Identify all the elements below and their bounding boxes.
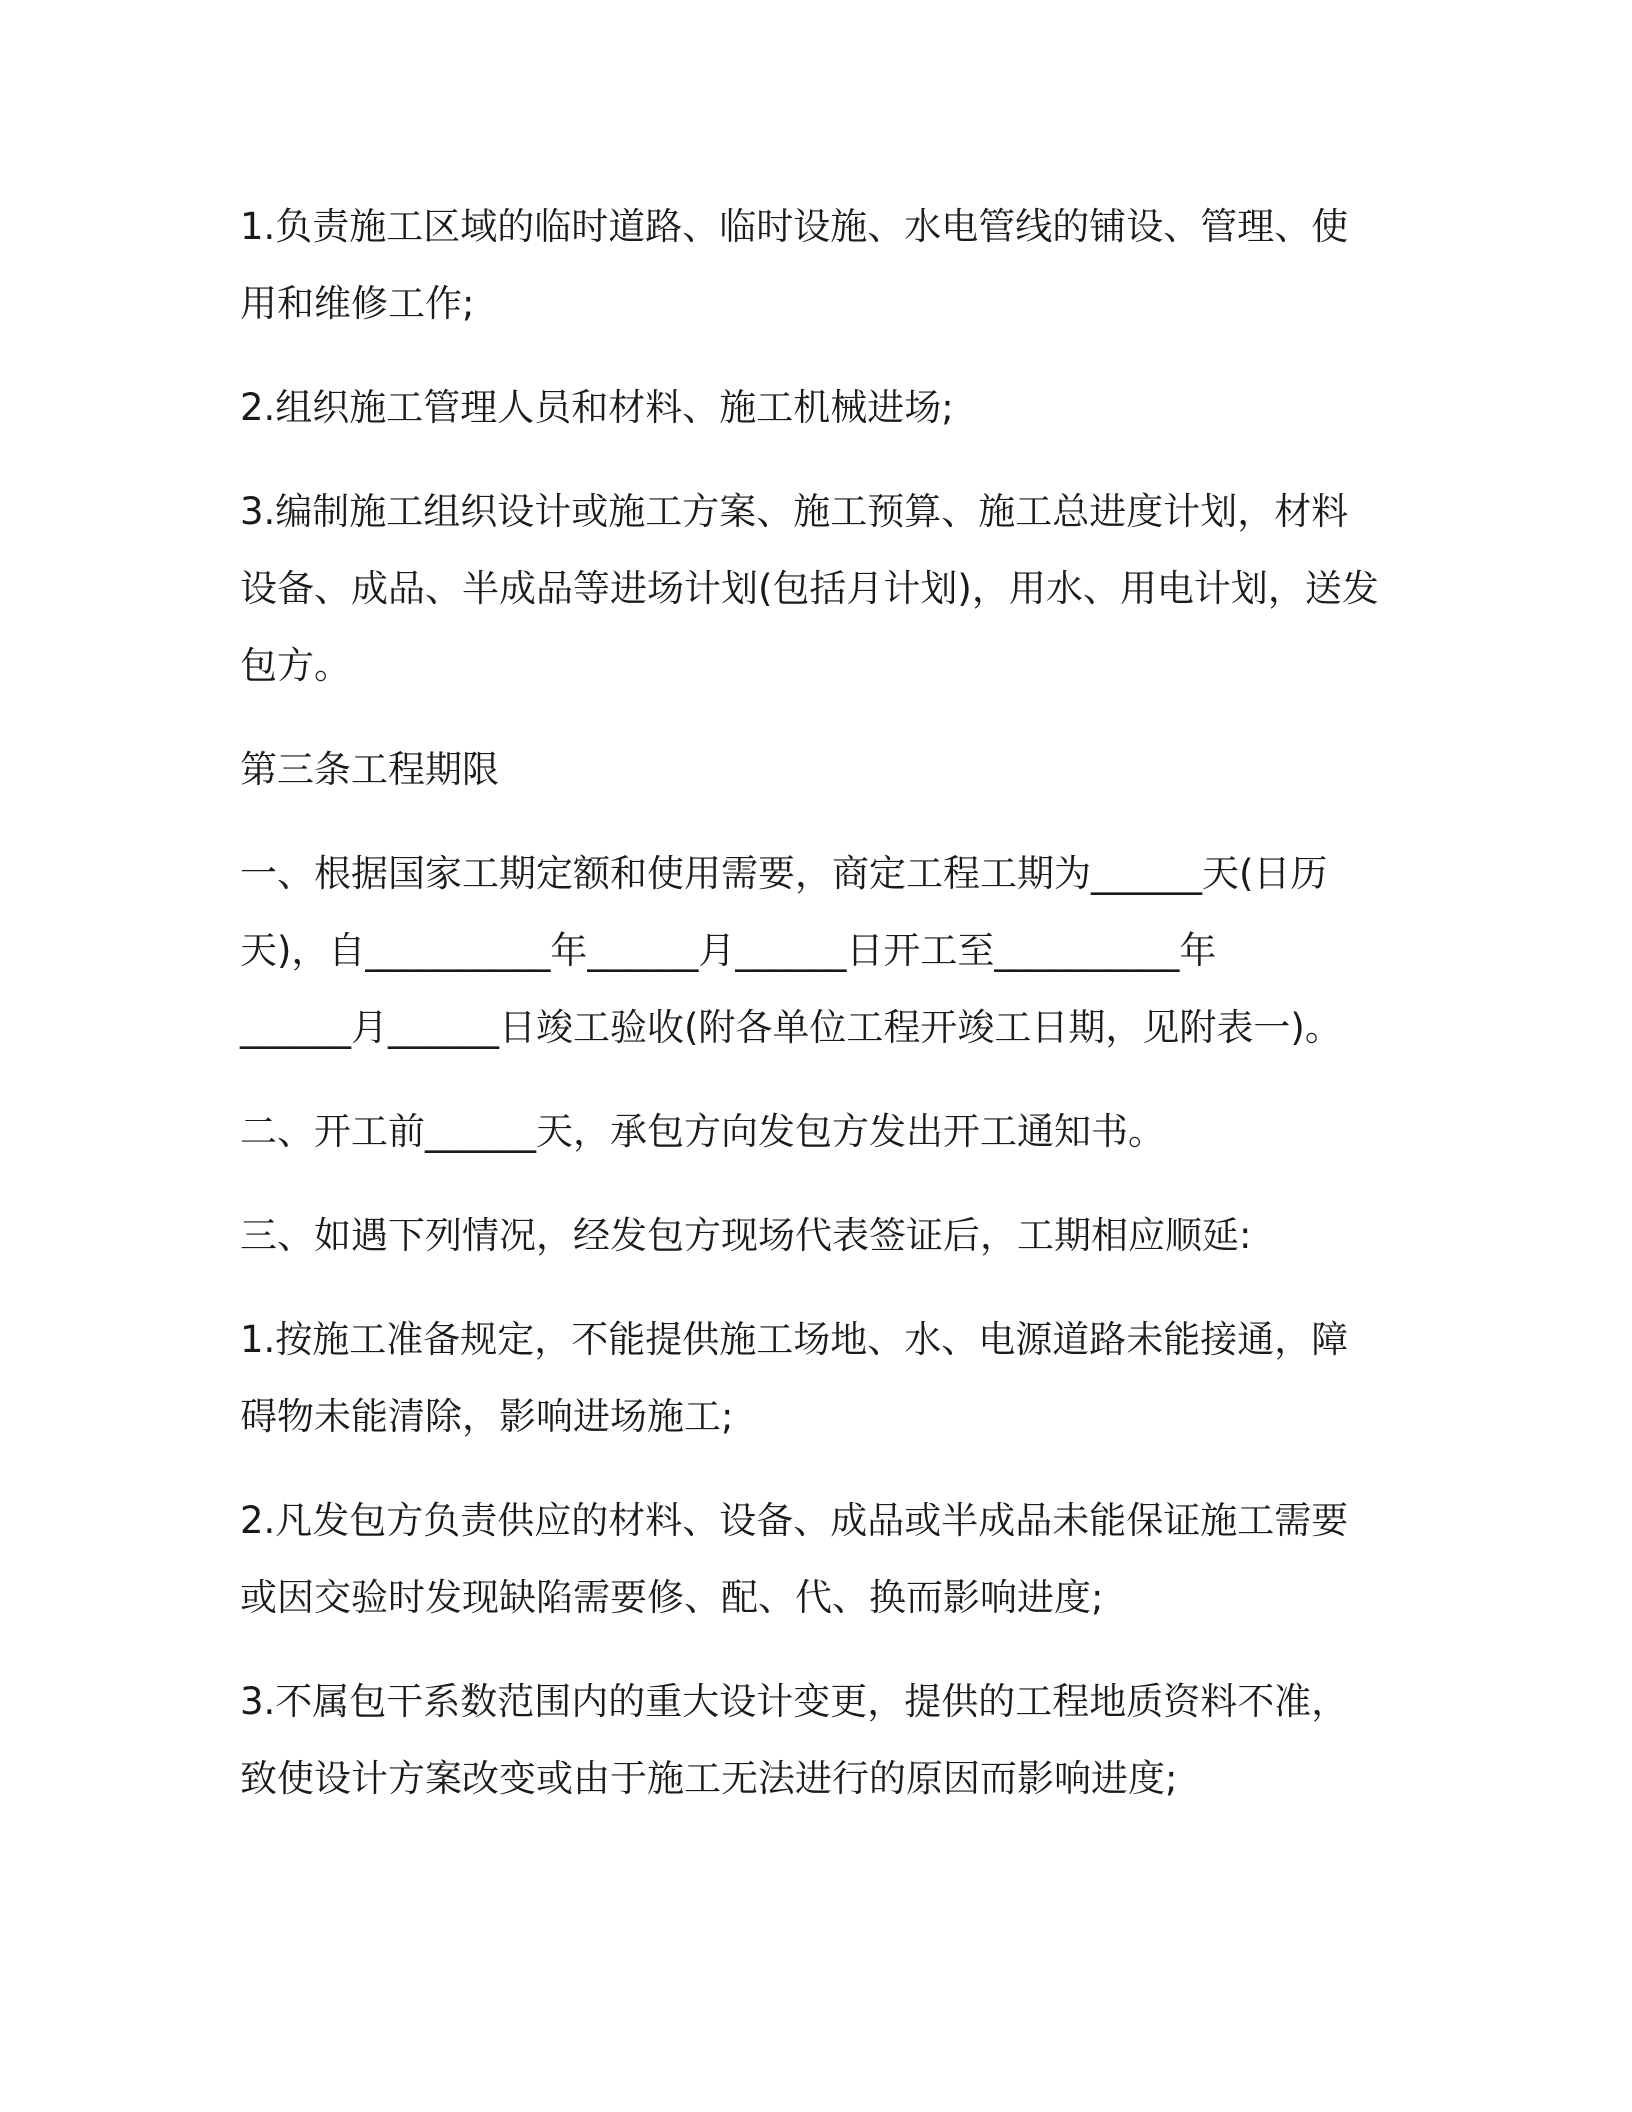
text-line: 用和维修工作; <box>240 282 475 325</box>
paragraph-delay-2 <box>240 1482 1400 1636</box>
text-line: 3.编制施工组织设计或施工方案、施工预算、施工总进度计划，材料 <box>240 490 1349 533</box>
text-line: 致使设计方案改变或由于施工无法进行的原因而影响进度; <box>240 1757 1178 1800</box>
text-line: 1.负责施工区域的临时道路、临时设施、水电管线的铺设、管理、使 <box>240 205 1349 248</box>
text-line: 1.按施工准备规定，不能提供施工场地、水、电源道路未能接通，障 <box>240 1318 1349 1361</box>
text-line: 2.凡发包方负责供应的材料、设备、成品或半成品未能保证施工需要 <box>240 1499 1349 1542</box>
document-page <box>240 188 1400 1844</box>
paragraph-prep-1 <box>240 188 1400 342</box>
text-line: 设备、成品、半成品等进场计划(包括月计划)，用水、用电计划，送发 <box>240 567 1379 610</box>
text-line: 二、开工前______天，承包方向发包方发出开工通知书。 <box>240 1110 1165 1153</box>
text-line: 第三条工程期限 <box>240 748 499 791</box>
section-heading <box>240 731 1400 808</box>
paragraph-term-2 <box>240 1093 1400 1170</box>
text-line: 或因交验时发现缺陷需要修、配、代、换而影响进度; <box>240 1576 1104 1619</box>
text-line: ______月______日竣工验收(附各单位工程开竣工日期，见附表一)。 <box>240 1006 1342 1049</box>
text-line: 天)，自__________年______月______日开工至__________年 <box>240 929 1217 972</box>
text-line: 一、根据国家工期定额和使用需要，商定工程工期为______天(日历 <box>240 852 1328 895</box>
paragraph-term-1 <box>240 835 1400 1066</box>
text-line: 3.不属包干系数范围内的重大设计变更，提供的工程地质资料不准， <box>240 1680 1349 1723</box>
text-line: 三、如遇下列情况，经发包方现场代表签证后，工期相应顺延: <box>240 1214 1252 1257</box>
paragraph-prep-3 <box>240 473 1400 704</box>
paragraph-term-3 <box>240 1197 1400 1274</box>
paragraph-delay-3 <box>240 1663 1400 1817</box>
text-line: 2.组织施工管理人员和材料、施工机械进场; <box>240 386 954 429</box>
paragraph-delay-1 <box>240 1301 1400 1455</box>
text-line: 碍物未能清除，影响进场施工; <box>240 1395 734 1438</box>
text-line: 包方。 <box>240 644 351 687</box>
paragraph-prep-2 <box>240 369 1400 446</box>
